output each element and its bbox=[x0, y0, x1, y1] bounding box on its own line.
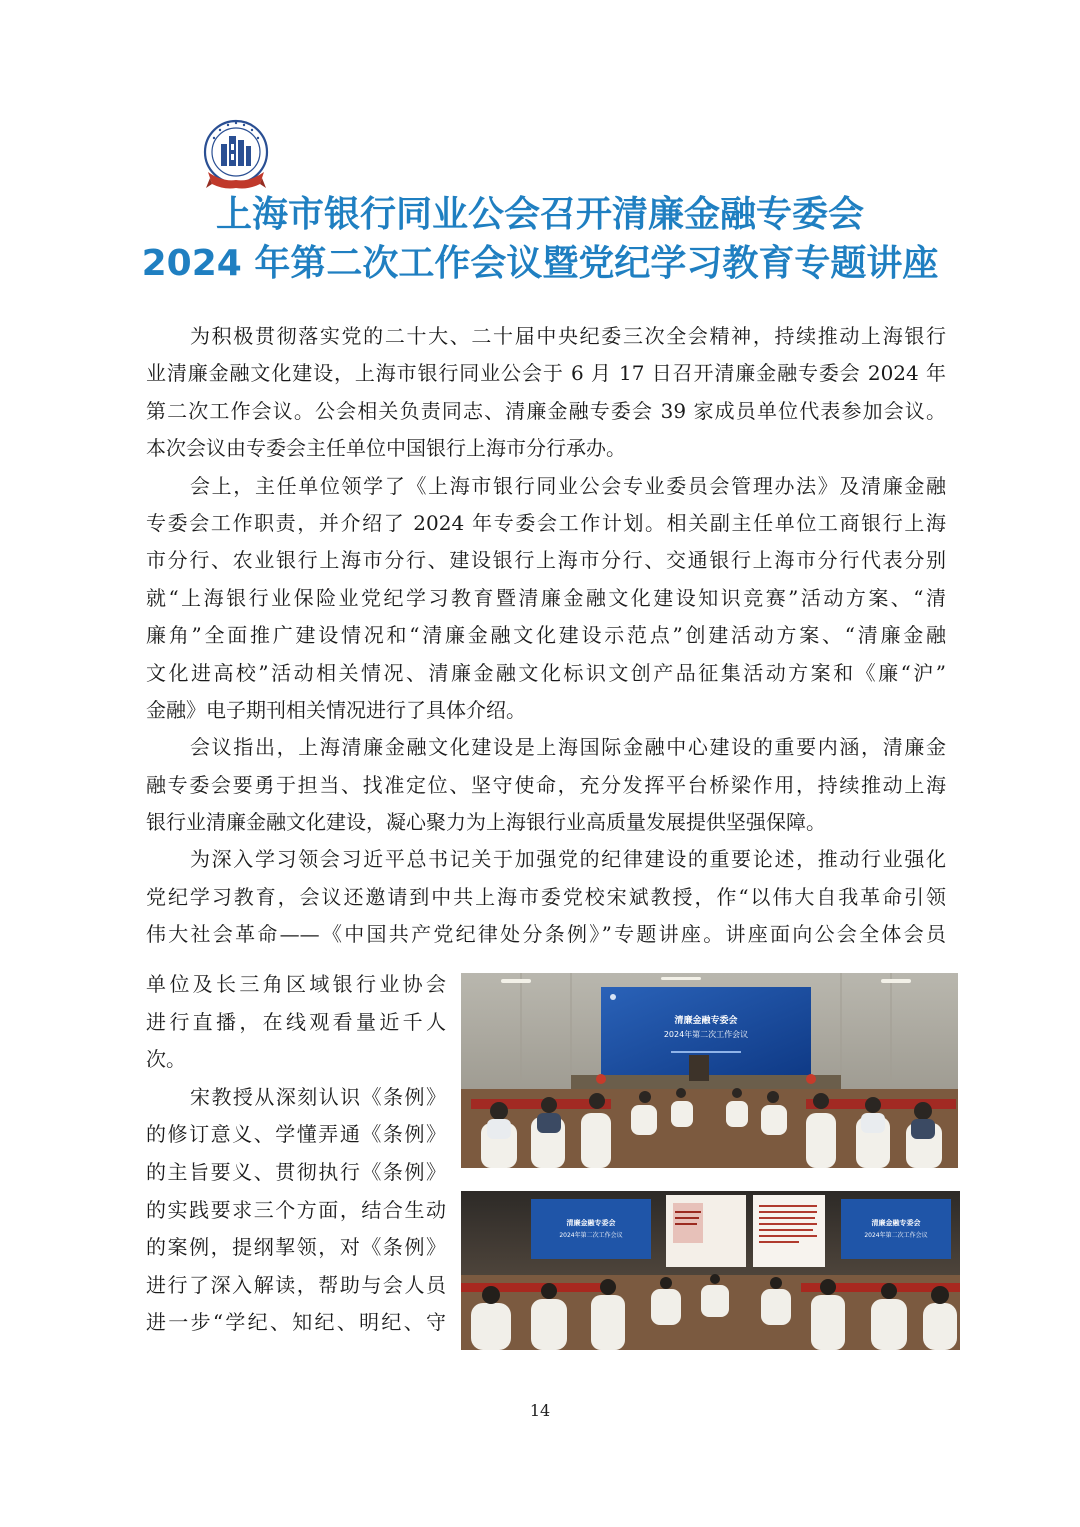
text-line: 专委会工作职责，并介绍了 2024 年专委会工作计划。相关副主任单位工商银行上海 bbox=[146, 510, 946, 535]
text-line: 金融》电子期刊相关情况进行了具体介绍。 bbox=[146, 697, 526, 722]
photo2-right-screen-subtitle: 2024年第二次工作会议 bbox=[864, 1232, 928, 1239]
photo2-left-screen-title: 清廉金融专委会 bbox=[566, 1219, 616, 1227]
text-line: 次。 bbox=[146, 1047, 186, 1072]
text-line: 文化进高校”活动相关情况、清廉金融文化标识文创产品征集活动方案和《廉“沪” bbox=[146, 660, 946, 685]
text-line: 单位及长三角区域银行业协会 bbox=[146, 972, 446, 996]
text-line: 业清廉金融文化建设，上海市银行同业公会于 6 月 17 日召开清廉金融专委会 2024 年 bbox=[146, 361, 946, 386]
text-line: 宋教授从深刻认识《条例》 bbox=[190, 1084, 446, 1109]
association-logo bbox=[196, 118, 276, 190]
paragraph-2 bbox=[146, 468, 946, 730]
text-line: 进行直播，在线观看量近千人 bbox=[146, 1009, 446, 1034]
text-line: 会上，主任单位领学了《上海市银行同业公会专业委员会管理办法》及清廉金融 bbox=[190, 473, 946, 498]
paragraph-4 bbox=[146, 841, 946, 953]
narrow-text-column bbox=[146, 966, 446, 1342]
logo-seal-icon bbox=[196, 118, 276, 190]
text-line: 融专委会要勇于担当、找准定位、坚守使命，充分发挥平台桥梁作用，持续推动上海 bbox=[146, 772, 946, 797]
text-line: 党纪学习教育，会议还邀请到中共上海市委党校宋斌教授，作“以伟大自我革命引领 bbox=[146, 884, 946, 909]
text-line: 第二次工作会议。公会相关负责同志、清廉金融专委会 39 家成员单位代表参加会议。 bbox=[146, 398, 946, 423]
photo2-right-screen-title: 清廉金融专委会 bbox=[871, 1219, 921, 1227]
text-line: 廉角”全面推广建设情况和“清廉金融文化建设示范点”创建活动方案、“清廉金融 bbox=[146, 623, 946, 648]
paragraph-3 bbox=[146, 729, 946, 841]
text-line: 的修订意义、学懂弄通《条例》 bbox=[146, 1122, 446, 1147]
text-line: 的主旨要义、贯彻执行《条例》 bbox=[146, 1159, 446, 1184]
text-line: 进一步“学纪、知纪、明纪、守 bbox=[146, 1310, 446, 1335]
text-line: 为积极贯彻落实党的二十大、二十届中央纪委三次全会精神，持续推动上海银行 bbox=[190, 324, 946, 348]
text-line: 为深入学习领会习近平总书记关于加强党的纪律建设的重要论述，推动行业强化 bbox=[190, 847, 946, 872]
text-line: 伟大社会革命——《中国共产党纪律处分条例》”专题讲座。讲座面向公会全体会员 bbox=[146, 922, 946, 947]
text-line: 本次会议由专委会主任单位中国银行上海市分行承办。 bbox=[146, 436, 626, 461]
meeting-photo-1 bbox=[461, 973, 958, 1168]
text-line: 的案例，提纲挈领，对《条例》 bbox=[146, 1235, 446, 1260]
text-line: 市分行、农业银行上海市分行、建设银行上海市分行、交通银行上海市分行代表分别 bbox=[146, 548, 946, 573]
photo1-screen-subtitle: 2024年第二次工作会议 bbox=[663, 1030, 749, 1039]
text-line: 进行了深入解读，帮助与会人员 bbox=[146, 1272, 446, 1297]
text-line: 的实践要求三个方面，结合生动 bbox=[146, 1197, 446, 1222]
paragraph-1 bbox=[146, 318, 946, 468]
text-line: 就“上海银行业保险业党纪学习教育暨清廉金融文化建设知识竞赛”活动方案、“清 bbox=[146, 585, 946, 610]
photo1-screen-title: 清廉金融专委会 bbox=[674, 1016, 738, 1026]
article-title-line2: 2024 年第二次工作会议暨党纪学习教育专题讲座 bbox=[141, 243, 939, 284]
text-line: 银行业清廉金融文化建设，凝心聚力为上海银行业高质量发展提供坚强保障。 bbox=[146, 810, 826, 835]
meeting-photo-2 bbox=[461, 1191, 960, 1350]
text-line: 会议指出，上海清廉金融文化建设是上海国际金融中心建设的重要内涵，清廉金 bbox=[190, 735, 946, 760]
photo2-left-screen-subtitle: 2024年第二次工作会议 bbox=[559, 1232, 623, 1239]
page-number: 14 bbox=[529, 1401, 551, 1420]
article-body bbox=[146, 318, 946, 954]
article-title-line1: 上海市银行同业公会召开清廉金融专委会 bbox=[215, 194, 864, 235]
